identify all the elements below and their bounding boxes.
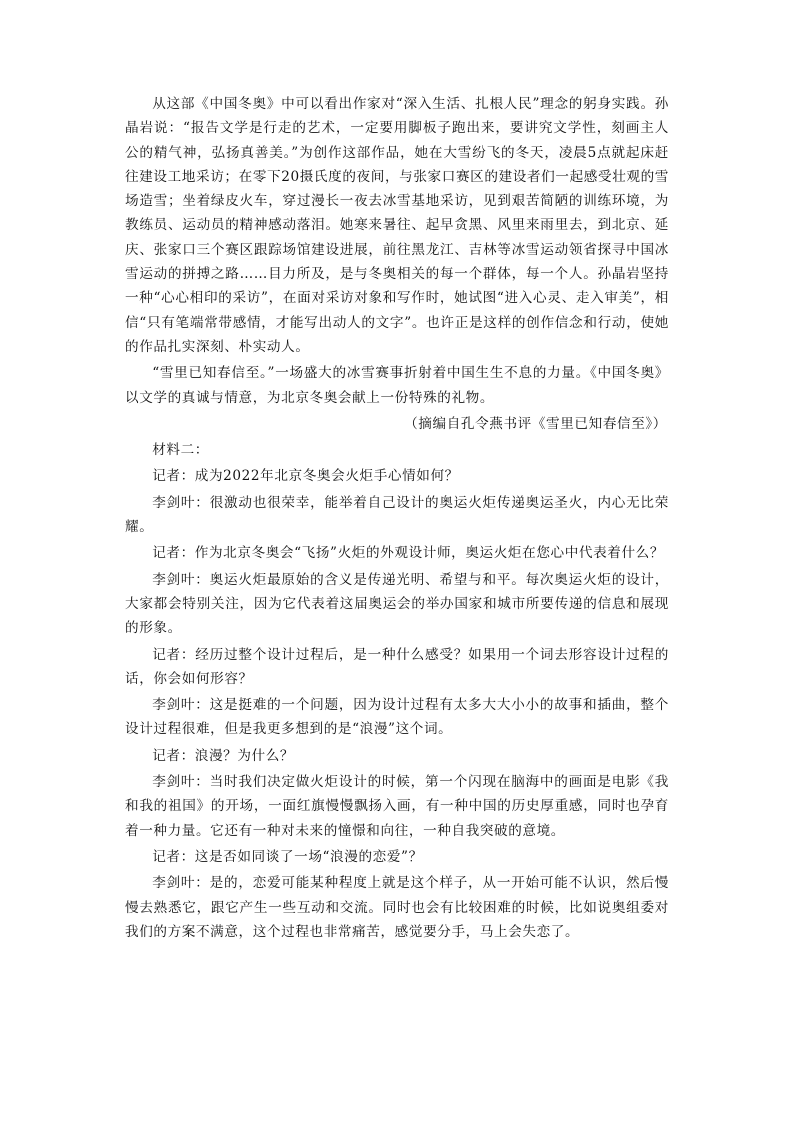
material-one-paragraph-2: “雪里已知春信至。”一场盛大的冰雪赛事折射着中国生生不息的力量。《中国冬奥》以文学的真诚与情意，为北京冬奥会献上一份特殊的礼物。 [125, 365, 669, 406]
dialogue-line: 李剑叶：很激动也很荣幸，能举着自己设计的奥运火炬传递奥运圣火，内心无比荣耀。 [125, 494, 669, 536]
dialogue-line: 李剑叶：这是挺难的一个问题，因为设计过程有太多大大小小的故事和插曲，整个设计过程很难，但是我更多想到的是“浪漫”这个词。 [125, 697, 669, 738]
dialogue-line: 记者：经历过整个设计过程后，是一种什么感受？如果用一个词去形容设计过程的话，你会如何形容？ [125, 646, 669, 687]
material-one-paragraph-1: 从这部《中国冬奥》中可以看出作家对“深入生活、扎根人民”理念的躬身实践。孙晶岩说：“报告文学是行走的艺术，一定要用脚板子跑出来，要讲究文学性，刻画主人公的精气神，弘扬真善美。”为创作这部作品，她在大雪纷飞的冬天，凌晨5点就起床赶往建设工地采访；在零下20摄氏度的夜间，与张家口赛区的建设者们一起感受壮观的雪场造雪；坐着绿皮火车，穿过漫长一夜去冰雪基地采访，见到艰苦简陋的训练环境，为教练员、运动员的精神感动落泪。她寒来暑往、起早贪黑、风里来雨里去，到北京、延庆、张家口三个赛区跟踪场馆建设进展，前往黑龙江、吉林等冰雪运动领省探寻中国冰雪运动的拼搏之路……目力所及，是与冬奥相关的每一个群体，每一个人。孙晶岩坚持一种“心心相印的采访”，在面对采访对象和写作时，她试图“进入心灵、走入审美”，相信“只有笔端常带感情，才能写出动人的文字”。也许正是这样的创作信念和行动，使她的作品扎实深刻、朴实动人。 [125, 96, 669, 355]
dialogue-line: 记者：作为北京冬奥会“飞扬”火炬的外观设计师，奥运火炬在您心中代表着什么？ [152, 545, 665, 562]
dialogue-line: 李剑叶：是的，恋爱可能某种程度上就是这个样子，从一开始可能不认识，然后慢慢去熟悉它，跟它产生一些互动和交流。同时也会有比较困难的时候，比如说奥组委对我们的方案不满意，这个过程也非常痛苦，感觉要分手，马上会失恋了。 [125, 875, 669, 940]
material-one-source: （摘编自孔令燕书评《雪里已知春信至》） [404, 415, 667, 432]
dialogue-line: 李剑叶：当时我们决定做火炬设计的时候，第一个闪现在脑海中的画面是电影《我和我的祖国》的开场，一面红旗慢慢飘扬入画，有一种中国的历史厚重感，同时也孕育着一种力量。它还有一种对未来的憧憬和向往，一种自我突破的意境。 [125, 774, 669, 839]
material-two-heading: 材料二： [152, 442, 209, 459]
dialogue-line: 记者：浪漫？为什么？ [152, 747, 295, 764]
dialogue-line: 李剑叶：奥运火炬最原始的含义是传递光明、希望与和平。每次奥运火炬的设计，大家都会特别关注，因为它代表着这届奥运会的举办国家和城市所要传递的信息和展现的形象。 [125, 571, 669, 637]
dialogue-line: 记者：成为2022年北京冬奥会火炬手心情如何？ [152, 468, 459, 485]
dialogue-line: 记者：这是否如同谈了一场“浪漫的恋爱”？ [152, 848, 423, 865]
